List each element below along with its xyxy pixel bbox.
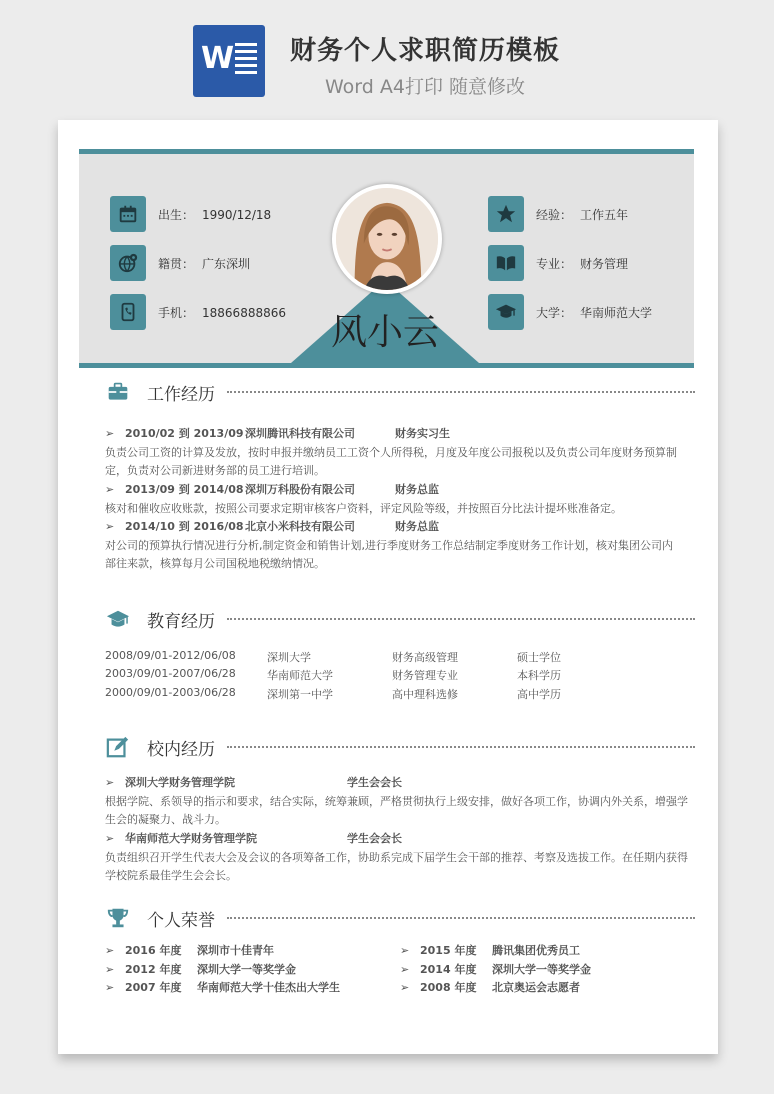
info-label: 出生： xyxy=(158,207,195,222)
edu-cell: 硕士学位 xyxy=(517,651,561,664)
graduation-cap-icon xyxy=(105,606,131,632)
banner xyxy=(0,0,774,118)
star-icon xyxy=(488,196,524,232)
profile-header xyxy=(79,149,694,368)
info-phone xyxy=(110,294,286,330)
info-label: 经验： xyxy=(536,207,573,222)
honor-item: ➢ 2014 年度 深圳大学一等奖学金 xyxy=(400,963,591,976)
section-title: 个人荣誉 xyxy=(147,910,215,931)
work-entry-0: ➢ 2010/02 到 2013/09深圳腾讯科技有限公司 财务实习生 xyxy=(105,427,450,440)
section-title: 工作经历 xyxy=(147,384,215,405)
edu-cell: 2008/09/01-2012/06/08 xyxy=(105,649,236,662)
honor-item: ➢ 2015 年度 腾讯集团优秀员工 xyxy=(400,944,580,957)
work-entry-1: ➢ 2013/09 到 2014/08深圳万科股份有限公司 财务总监 xyxy=(105,483,439,496)
info-value: 工作五年 xyxy=(580,207,629,222)
graduation-cap-icon xyxy=(488,294,524,330)
honor-item: ➢ 2007 年度 华南师范大学十佳杰出大学生 xyxy=(105,981,340,994)
resume-page xyxy=(58,120,718,1054)
info-value: 18866888866 xyxy=(202,305,286,320)
honor-item: ➢ 2016 年度 深圳市十佳青年 xyxy=(105,944,274,957)
phone-icon xyxy=(110,294,146,330)
campus-entry-1: ➢ 华南师范大学财务管理学院 学生会会长 xyxy=(105,832,402,845)
section-title: 教育经历 xyxy=(147,611,215,632)
work-desc-line: 对公司的预算执行情况进行分析,制定资金和销售计划,进行季度财务工作总结制定季度财务工作计划，核对集团公司内 xyxy=(105,539,673,552)
campus-desc-line: 负责组织召开学生代表大会及会议的各项筹备工作，协助系完成下届学生会干部的推荐、考察及选拔工作。在任期内获得 xyxy=(105,851,688,864)
work-desc-line: 负责公司工资的计算及发放，按时申报并缴纳员工工资个人所得税，月度及年度公司报税以及负责公司年度财务预算制 xyxy=(105,446,677,459)
campus-entry-0: ➢ 深圳大学财务管理学院 学生会会长 xyxy=(105,776,402,789)
edu-cell: 深圳第一中学 xyxy=(267,688,333,701)
book-icon xyxy=(488,245,524,281)
info-university xyxy=(488,294,652,330)
work-desc-line: 核对和催收应收账款，按照公司要求定期审核客户资料，评定风险等级，并按照百分比法计提坏账准备定。 xyxy=(105,502,622,515)
work-desc-line: 部往来款，核算每月公司国税地税缴纳情况。 xyxy=(105,557,325,570)
word-icon xyxy=(193,25,265,97)
section-campus xyxy=(105,734,695,760)
edit-icon xyxy=(105,734,131,760)
section-education xyxy=(105,606,695,632)
edu-cell: 本科学历 xyxy=(517,669,561,682)
briefcase-icon xyxy=(105,379,131,405)
edu-cell: 深圳大学 xyxy=(267,651,311,664)
calendar-icon xyxy=(110,196,146,232)
info-value: 财务管理 xyxy=(580,256,629,271)
campus-desc-line: 根据学院、系领导的指示和要求，结合实际，统筹兼顾，严格贯彻执行上级安排，做好各项工作，协调内外关系，增强学 xyxy=(105,795,688,808)
trophy-icon xyxy=(105,905,131,931)
globe-pin-icon xyxy=(110,245,146,281)
work-desc-line: 定，负责对公司新进财务部的员工进行培训。 xyxy=(105,464,325,477)
campus-desc-line: 生会的凝聚力、战斗力。 xyxy=(105,813,226,826)
edu-cell: 财务管理专业 xyxy=(392,669,458,682)
info-label: 专业： xyxy=(536,256,573,271)
profile-photo xyxy=(332,184,442,294)
info-label: 手机： xyxy=(158,305,195,320)
info-value: 华南师范大学 xyxy=(580,305,653,320)
section-honors xyxy=(105,905,695,931)
edu-cell: 高中理科选修 xyxy=(392,688,458,701)
info-value: 1990/12/18 xyxy=(202,207,272,222)
section-title: 校内经历 xyxy=(147,739,215,760)
edu-cell: 财务高级管理 xyxy=(392,651,458,664)
campus-desc-line: 学校院系最佳学生会会长。 xyxy=(105,869,237,882)
banner-title: 财务个人求职简历模板 xyxy=(290,36,561,66)
info-experience xyxy=(488,196,628,232)
edu-cell: 2000/09/01-2003/06/28 xyxy=(105,686,236,699)
honor-item: ➢ 2008 年度 北京奥运会志愿者 xyxy=(400,981,580,994)
info-hometown xyxy=(110,245,250,281)
word-icon-letter: W xyxy=(201,41,235,76)
info-label: 大学： xyxy=(536,305,573,320)
honor-item: ➢ 2012 年度 深圳大学一等奖学金 xyxy=(105,963,296,976)
edu-cell: 高中学历 xyxy=(517,688,561,701)
info-birth xyxy=(110,196,271,232)
work-entry-2: ➢ 2014/10 到 2016/08北京小米科技有限公司 财务总监 xyxy=(105,520,439,533)
info-value: 广东深圳 xyxy=(202,256,251,271)
info-major xyxy=(488,245,628,281)
info-label: 籍贯： xyxy=(158,256,195,271)
candidate-name: 风小云 xyxy=(330,312,439,353)
edu-cell: 2003/09/01-2007/06/28 xyxy=(105,667,236,680)
edu-cell: 华南师范大学 xyxy=(267,669,333,682)
banner-subtitle: Word A4打印 随意修改 xyxy=(325,76,526,98)
section-work xyxy=(105,379,695,405)
